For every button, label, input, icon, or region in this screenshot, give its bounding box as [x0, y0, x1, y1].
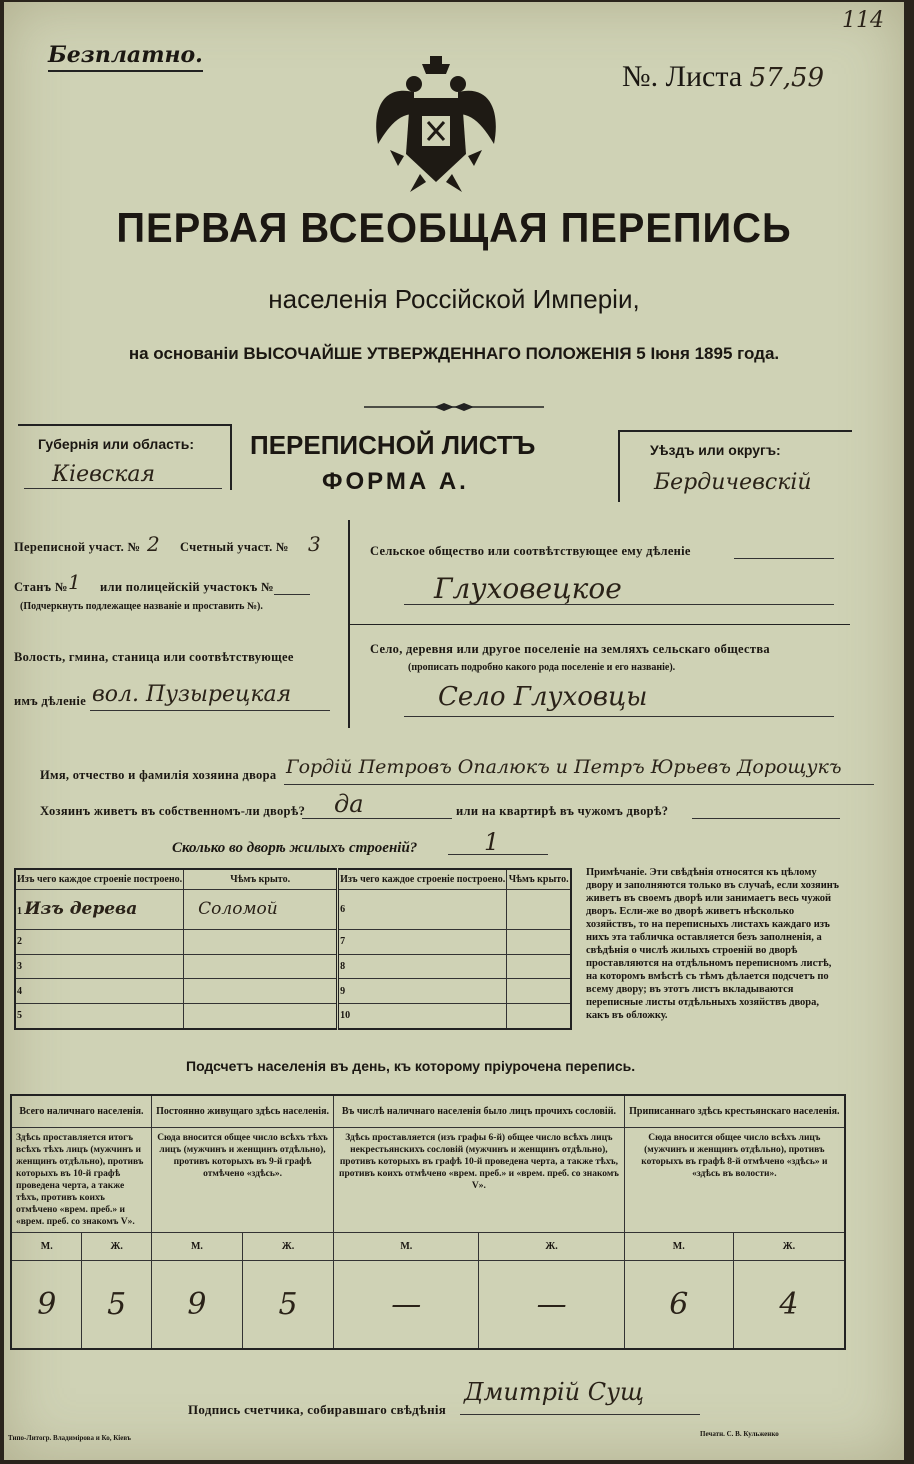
free-label: Безплатно.	[48, 42, 203, 72]
owner-label: Имя, отчество и фамилія хозяина двора	[40, 768, 277, 782]
community-line	[734, 558, 834, 559]
present-male-value: 9	[11, 1260, 82, 1349]
settlement-label: Село, деревня или другое поселеніе на земляхъ сельскаго общества	[370, 642, 770, 656]
community-value-line	[404, 604, 834, 605]
row-empty	[507, 930, 571, 955]
row-number-right: 9	[338, 979, 507, 1004]
corner-number: 114	[842, 8, 884, 33]
row-number-right: 8	[338, 954, 507, 979]
form-title: ПЕРЕПИСНОЙ ЛИСТЪ	[250, 430, 536, 460]
settlement-value: Село Глуховцы	[438, 682, 648, 712]
female-header: Ж.	[82, 1232, 151, 1260]
present-female-value: 5	[82, 1260, 151, 1349]
own-yard-label: Хозяинъ живетъ въ собственномъ-ли дворѣ?	[40, 804, 306, 818]
form-type: ФОРМА А.	[322, 468, 469, 495]
buildings-label: Сколько во дворѣ жилыхъ строеній?	[172, 840, 418, 856]
printer-left: Типо-Литогр. Владимірова и Ко, Кіевъ	[8, 1434, 132, 1442]
building-row-3: 3	[15, 954, 184, 979]
assigned-male-value: 6	[624, 1260, 733, 1349]
volost-value: вол. Пузырецкая	[92, 682, 292, 707]
sheet-number-value: 57,59	[749, 63, 825, 93]
row-empty	[184, 930, 338, 955]
col-resident-desc: Сюда вносится общее число всѣхъ тѣхъ лицъ (мужчинъ и женщинъ отдѣльно), противъ которыхъ въ 9-й графѣ отмѣчено «здѣсь».	[151, 1127, 333, 1232]
province-value: Кіевская	[52, 462, 156, 487]
stan-hint: (Подчеркнуть подлежащее названіе и проставить №).	[20, 601, 263, 612]
col-present-desc: Здѣсь проставляется итогъ всѣхъ тѣхъ лицъ (мужчинъ и женщинъ отдѣльно), противъ которыхъ въ 10-й графѣ проведена черта, а также тѣхъ, противъ коихъ отмѣчено «врем. преб.» и «врем. преб. со знакомъ V».	[11, 1127, 151, 1232]
male-header: М.	[334, 1232, 479, 1260]
count-section-label: Счетный участ. №	[180, 540, 289, 554]
row-empty	[507, 1003, 571, 1029]
row-number-right: 10	[338, 1003, 507, 1029]
owner-value: Гордій Петровъ Опалюкъ и Петръ Юрьевъ Дорощукъ	[286, 756, 842, 778]
row-material: Изъ дерева	[24, 899, 138, 920]
population-table	[10, 1094, 846, 1350]
district-value: Бердичевскій	[654, 470, 812, 495]
province-line	[24, 488, 222, 489]
col-nonpeasant-header: Въ числѣ наличнаго населенія было лицъ прочихъ сословій.	[334, 1095, 625, 1127]
signature-label: Подпись счетчика, собиравшаго свѣдѣнія	[188, 1402, 447, 1417]
own-yard-value: да	[334, 790, 364, 818]
settlement-line	[404, 716, 834, 717]
volost-line	[90, 710, 330, 711]
buildings-value: 1	[484, 828, 500, 856]
row-number-right: 6	[338, 889, 507, 930]
resident-male-value: 9	[151, 1260, 242, 1349]
col-material-header: Изъ чего каждое строеніе построено.	[15, 869, 184, 889]
col-present-header: Всего наличнаго населенія.	[11, 1095, 151, 1127]
assigned-female-value: 4	[733, 1260, 845, 1349]
printer-right: Печатн. С. В. Кульженко	[700, 1430, 779, 1438]
district-label: Уѣздъ или округъ:	[650, 442, 781, 458]
row-roof: Соломой	[184, 889, 338, 930]
buildings-line	[448, 854, 548, 855]
village-divider	[350, 624, 850, 625]
building-row-2: 2	[15, 930, 184, 955]
row-empty	[507, 889, 571, 930]
resident-female-value: 5	[243, 1260, 334, 1349]
stan-label: Станъ №	[14, 580, 68, 594]
female-header: Ж.	[733, 1232, 845, 1260]
census-section-label: Переписной участ. №	[14, 540, 141, 554]
community-value: Глуховецкое	[434, 572, 622, 605]
row-number-right: 7	[338, 930, 507, 955]
row-number: 1	[17, 906, 22, 918]
rented-label: или на квартирѣ въ чужомъ дворѣ?	[456, 804, 669, 818]
col-roof-header: Чѣмъ крыто.	[184, 869, 338, 889]
volost-label: Волость, гмина, станица или соотвѣтствующее	[14, 650, 294, 664]
row-empty	[507, 979, 571, 1004]
building-row-5: 5	[15, 1003, 184, 1029]
census-sheet	[4, 2, 904, 1460]
page-subtitle: населенія Россійской Имперіи,	[268, 284, 640, 314]
building-row-4: 4	[15, 979, 184, 1004]
legal-basis: на основаніи ВЫСОЧАЙШЕ УТВЕРЖДЕННАГО ПОЛОЖЕНІЯ 5 Іюня 1895 года.	[128, 344, 780, 363]
male-header: М.	[11, 1232, 82, 1260]
row-empty	[507, 954, 571, 979]
population-title: Подсчетъ населенія въ день, къ которому пріурочена перепись.	[186, 1058, 636, 1074]
volost-label-2: имъ дѣленіе	[14, 694, 87, 708]
female-header: Ж.	[243, 1232, 334, 1260]
stan-value: 1	[68, 570, 81, 594]
community-label: Сельское общество или соотвѣтствующее ему дѣленіе	[370, 544, 691, 558]
census-section-value: 2	[147, 532, 160, 556]
police-label: или полицейскій участокъ №	[100, 580, 274, 594]
own-yard-line	[302, 818, 452, 819]
settlement-hint: (прописать подробно какого рода поселеніе и его названіе).	[408, 662, 676, 673]
col-resident-header: Постоянно живущаго здѣсь населенія.	[151, 1095, 333, 1127]
row-empty	[184, 1003, 338, 1029]
signature-line	[460, 1414, 700, 1415]
row-empty	[184, 979, 338, 1004]
sheet-number-label: №. Листа	[622, 60, 743, 93]
female-header: Ж.	[479, 1232, 624, 1260]
rented-line	[692, 818, 840, 819]
police-line	[274, 594, 310, 595]
nonpeasant-male-value: —	[334, 1260, 479, 1349]
col-material-header-2: Изъ чего каждое строеніе построено.	[338, 869, 507, 889]
page-title: ПЕРВАЯ ВСЕОБЩАЯ ПЕРЕПИСЬ	[116, 204, 792, 251]
signature-value: Дмитрій Сущ	[464, 1378, 645, 1406]
ornament-divider	[364, 402, 544, 412]
count-section-value: 3	[308, 532, 321, 556]
owner-line	[284, 784, 874, 785]
row-empty	[184, 954, 338, 979]
col-roof-header-2: Чѣмъ крыто.	[507, 869, 571, 889]
col-nonpeasant-desc: Здѣсь проставляется (изъ графы 6-й) общее число всѣхъ лицъ некрестьянскихъ сословій (мужчинъ и женщинъ отдѣльно), противъ которыхъ въ графѣ 10-й проведена черта, а также тѣхъ, противъ коихъ отмѣчено «врем. преб.» и «врем. преб. со знакомъ V».	[334, 1127, 625, 1232]
male-header: М.	[624, 1232, 733, 1260]
building-row-1	[15, 889, 184, 930]
sheet-number	[622, 60, 824, 94]
male-header: М.	[151, 1232, 242, 1260]
province-label: Губернія или область:	[38, 436, 195, 452]
double-headed-eagle-emblem	[370, 54, 502, 194]
col-assigned-desc: Сюда вносится общее число всѣхъ лицъ (мужчинъ и женщинъ отдѣльно), противъ которыхъ въ графѣ 8-й отмѣчено «здѣсь» и «здѣсь въ волости».	[624, 1127, 845, 1232]
buildings-table	[14, 868, 572, 1030]
buildings-note: Примѣчаніе. Эти свѣдѣнія относятся къ цѣлому двору и заполняются только въ случаѣ, если хозяинъ живетъ въ своемъ дворѣ или занимаетъ весь чужой дворъ. Если-же во дворѣ живетъ нѣсколько хозяйствъ, то на переписныхъ листахъ каждаго изъ нихъ эта табличка оставляется безъ заполненія, а свѣдѣнія о числѣ жилыхъ строеній во дворѣ проставляются на отдѣльномъ переписномъ листѣ, на которомъ вмѣстѣ съ тѣмъ дѣлается подсчетъ по всему двору; въ этотъ листъ вкладываются переписные листы отдѣльныхъ хозяйствъ двора, какъ въ обложку.	[586, 867, 839, 1021]
nonpeasant-female-value: —	[479, 1260, 624, 1349]
col-assigned-header: Приписаннаго здѣсь крестьянскаго населенія.	[624, 1095, 845, 1127]
